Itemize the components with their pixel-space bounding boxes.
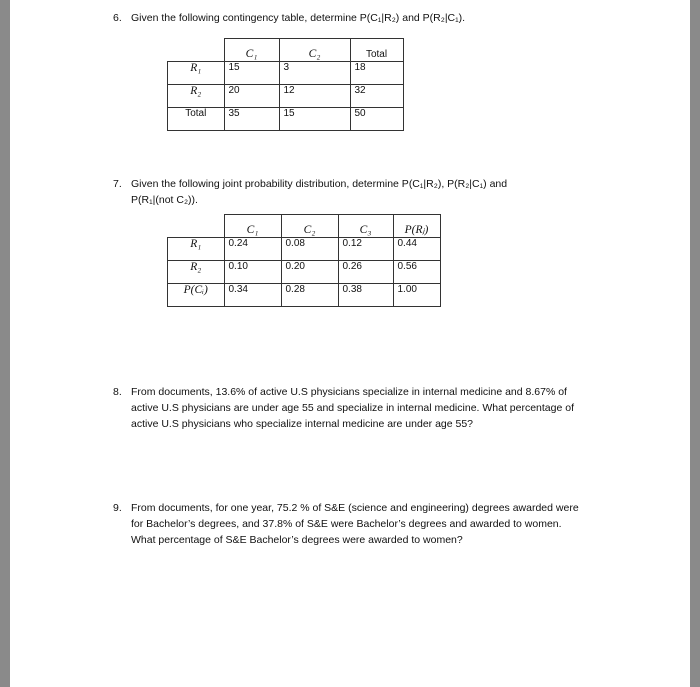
- table-cell: 0.44: [393, 237, 440, 260]
- question-6: [113, 10, 673, 26]
- table-cell: 0.20: [281, 260, 338, 283]
- column-header: P(Rⱼ): [393, 215, 440, 238]
- table-cell: 0.12: [338, 237, 393, 260]
- row-header: R₂: [168, 260, 225, 283]
- table-row: [168, 283, 441, 306]
- row-header: R₂: [168, 84, 225, 107]
- column-header: C₁: [224, 39, 279, 62]
- table-cell: 50: [350, 107, 403, 130]
- column-header: C₂: [281, 215, 338, 238]
- table-header-row: [168, 215, 441, 238]
- table-row: [168, 237, 441, 260]
- table-cell: 35: [224, 107, 279, 130]
- column-header: C₃: [338, 215, 393, 238]
- question-line2: active U.S physicians are under age 55 and specialize in internal medicine. What percentage of: [131, 402, 575, 414]
- table-cell: 15: [279, 107, 350, 130]
- table-cell: 0.34: [224, 283, 281, 306]
- question-7: [113, 176, 673, 208]
- table-header-row: [168, 39, 404, 62]
- table-cell: 20: [224, 84, 279, 107]
- question-line3: active U.S physicians who specialize internal medicine are under age 55?: [131, 418, 474, 430]
- column-header: C₂: [279, 39, 350, 62]
- table-row: [168, 61, 404, 84]
- table-cell: 0.38: [338, 283, 393, 306]
- table-cell: 0.10: [224, 260, 281, 283]
- question-8: [113, 384, 683, 432]
- joint-probability-table: [167, 214, 441, 307]
- table-corner: [168, 215, 225, 238]
- question-number: 8.: [113, 386, 122, 398]
- table-cell: 0.28: [281, 283, 338, 306]
- table-cell: 15: [224, 61, 279, 84]
- question-line1: From documents, 13.6% of active U.S physicians specialize in internal medicine and 8.67% of: [131, 386, 567, 398]
- row-header: P(Cᵢ): [168, 283, 225, 306]
- question-number: 6.: [113, 12, 122, 24]
- table-cell: 32: [350, 84, 403, 107]
- table-row: [168, 84, 404, 107]
- document-page: [10, 0, 690, 687]
- question-number: 7.: [113, 178, 122, 190]
- row-header: R₁: [168, 237, 225, 260]
- table-cell: 3: [279, 61, 350, 84]
- question-prompt-line1: Given the following joint probability distribution, determine P(C₁|R₂), P(R₂|C₁) and: [131, 178, 508, 190]
- question-number: 9.: [113, 502, 122, 514]
- table-cell: 0.24: [224, 237, 281, 260]
- table-cell: 1.00: [393, 283, 440, 306]
- table-cell: 0.56: [393, 260, 440, 283]
- question-prompt-line2: P(R₁|(not C₂)).: [131, 194, 198, 206]
- table-cell: 0.08: [281, 237, 338, 260]
- contingency-table: [167, 38, 404, 131]
- question-prompt: Given the following contingency table, determine P(C₁|R₂) and P(R₂|C₁).: [131, 12, 466, 24]
- row-header: Total: [168, 107, 225, 130]
- question-9: [113, 500, 683, 548]
- table-row: [168, 260, 441, 283]
- table-cell: 0.26: [338, 260, 393, 283]
- table-cell: 12: [279, 84, 350, 107]
- question-line3: What percentage of S&E Bachelor’s degrees were awarded to women?: [131, 534, 463, 546]
- column-header: C₁: [224, 215, 281, 238]
- table-corner: [168, 39, 225, 62]
- table-row: [168, 107, 404, 130]
- question-line1: From documents, for one year, 75.2 % of S&E (science and engineering) degrees awarded were: [131, 502, 579, 514]
- table-cell: 18: [350, 61, 403, 84]
- question-line2: for Bachelor’s degrees, and 37.8% of S&E were Bachelor’s degrees and awarded to women.: [131, 518, 562, 530]
- column-header: Total: [350, 39, 403, 62]
- row-header: R₁: [168, 61, 225, 84]
